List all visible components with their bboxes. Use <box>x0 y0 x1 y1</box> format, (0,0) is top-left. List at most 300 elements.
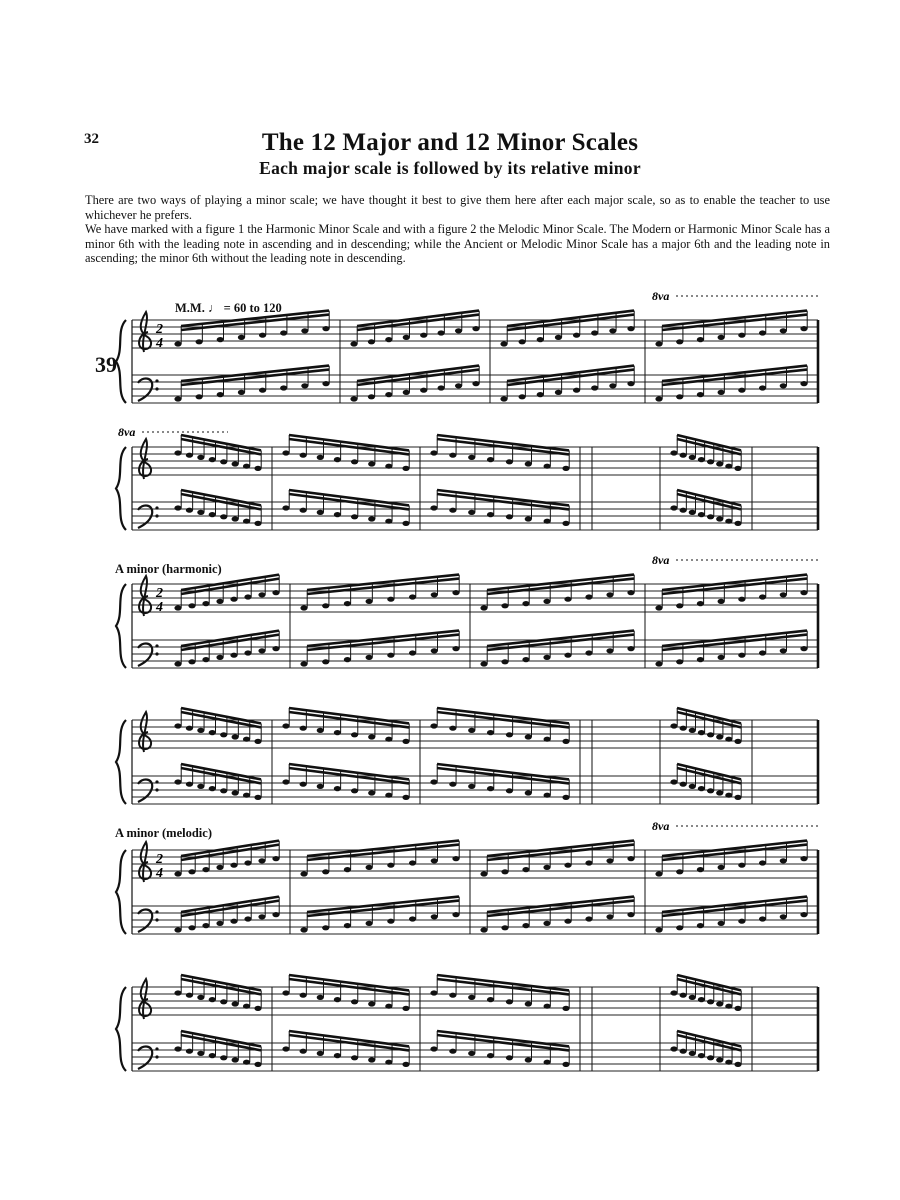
note-head <box>506 459 513 464</box>
note-head <box>455 328 462 333</box>
note-head <box>282 1046 289 1051</box>
note-head <box>759 594 766 599</box>
note-head <box>317 510 324 515</box>
note-head <box>525 516 532 521</box>
note-head <box>449 993 456 998</box>
note-head <box>216 599 223 604</box>
note-head <box>258 648 265 653</box>
note-head <box>759 330 766 335</box>
note-head <box>197 728 204 733</box>
note-head <box>680 782 687 787</box>
note-head <box>670 723 677 728</box>
treble-clef-icon <box>139 576 151 616</box>
note-head <box>680 453 687 458</box>
note-head <box>562 739 569 744</box>
note-head <box>718 599 725 604</box>
note-head <box>209 1053 216 1058</box>
note-head <box>243 519 250 524</box>
note-head <box>230 653 237 658</box>
beam <box>507 370 634 385</box>
beam <box>662 897 807 912</box>
note-head <box>387 919 394 924</box>
note-head <box>707 459 714 464</box>
note-head <box>562 1006 569 1011</box>
note-head <box>564 919 571 924</box>
note-head <box>718 655 725 660</box>
brace-icon <box>116 987 126 1071</box>
note-head <box>366 599 373 604</box>
note-head <box>344 657 351 662</box>
note-head <box>409 650 416 655</box>
note-head <box>564 863 571 868</box>
note-head <box>800 912 807 917</box>
beam <box>662 366 807 381</box>
beam <box>437 1031 569 1046</box>
note-head <box>525 461 532 466</box>
note-head <box>430 450 437 455</box>
note-head <box>402 521 409 526</box>
beam <box>487 635 634 650</box>
octave-mark: 8va <box>652 553 670 567</box>
note-head <box>232 516 239 521</box>
note-head <box>800 590 807 595</box>
note-head <box>366 921 373 926</box>
note-head <box>698 997 705 1002</box>
note-head <box>209 786 216 791</box>
note-head <box>254 1062 261 1067</box>
note-head <box>186 1049 193 1054</box>
note-head <box>689 784 696 789</box>
note-head <box>317 784 324 789</box>
bass-clef-dot <box>155 780 158 783</box>
note-head <box>655 661 662 666</box>
note-head <box>544 1060 551 1065</box>
note-head <box>174 341 181 346</box>
note-head <box>188 925 195 930</box>
beam <box>487 845 634 860</box>
note-head <box>322 381 329 386</box>
note-head <box>716 1001 723 1006</box>
time-signature-bottom: 4 <box>156 600 163 615</box>
note-head <box>780 858 787 863</box>
note-head <box>698 512 705 517</box>
note-head <box>216 865 223 870</box>
note-head <box>487 997 494 1002</box>
brace-icon <box>116 320 126 403</box>
note-head <box>780 592 787 597</box>
beam <box>662 635 807 650</box>
beam <box>507 311 634 326</box>
note-head <box>186 453 193 458</box>
note-head <box>544 1004 551 1009</box>
note-head <box>468 995 475 1000</box>
note-head <box>680 1049 687 1054</box>
note-head <box>725 793 732 798</box>
note-head <box>366 865 373 870</box>
note-head <box>300 782 307 787</box>
beam <box>289 1031 409 1046</box>
note-head <box>259 333 266 338</box>
note-head <box>698 1053 705 1058</box>
note-head <box>759 860 766 865</box>
note-head <box>196 394 203 399</box>
note-head <box>585 860 592 865</box>
note-head <box>525 1057 532 1062</box>
note-head <box>430 723 437 728</box>
note-head <box>452 590 459 595</box>
note-head <box>689 995 696 1000</box>
note-head <box>537 392 544 397</box>
note-head <box>351 732 358 737</box>
note-head <box>232 734 239 739</box>
beam <box>289 435 409 450</box>
note-head <box>543 599 550 604</box>
note-head <box>627 381 634 386</box>
note-head <box>676 925 683 930</box>
bass-clef-dot <box>155 652 158 655</box>
beam <box>289 708 409 723</box>
note-head <box>430 779 437 784</box>
note-head <box>738 863 745 868</box>
note-head <box>606 914 613 919</box>
note-head <box>282 505 289 510</box>
page-number: 32 <box>84 131 99 147</box>
note-head <box>322 659 329 664</box>
note-head <box>368 790 375 795</box>
note-head <box>780 328 787 333</box>
beam <box>437 490 569 505</box>
treble-clef-icon <box>139 712 151 752</box>
intro-paragraph-2: We have marked with a figure 1 the Harmonic Minor Scale and with a figure 2 the Melodic Minor Scale. The Modern or Harmonic Minor Scale has a minor 6th with the leading note in ascending and in descending; while the Ancient or Melodic Minor Scale has a major 6th and the leading note in ascending; the minor 6th without the leading note in descending. <box>85 222 830 265</box>
beam <box>181 635 279 650</box>
note-head <box>351 459 358 464</box>
note-head <box>409 860 416 865</box>
note-head <box>738 919 745 924</box>
note-head <box>209 512 216 517</box>
note-head <box>243 464 250 469</box>
bass-clef-dot <box>155 644 158 647</box>
note-head <box>272 590 279 595</box>
note-head <box>449 726 456 731</box>
note-head <box>258 858 265 863</box>
note-head <box>718 865 725 870</box>
note-head <box>174 505 181 510</box>
note-head <box>707 788 714 793</box>
bass-clef-dot <box>155 910 158 913</box>
note-head <box>186 726 193 731</box>
note-head <box>430 505 437 510</box>
note-head <box>697 923 704 928</box>
brace-icon <box>116 850 126 934</box>
note-head <box>300 1049 307 1054</box>
note-head <box>174 723 181 728</box>
note-head <box>501 659 508 664</box>
beam <box>507 315 634 330</box>
note-head <box>472 381 479 386</box>
note-head <box>716 1057 723 1062</box>
note-head <box>707 999 714 1004</box>
note-head <box>564 597 571 602</box>
note-head <box>368 461 375 466</box>
note-head <box>738 333 745 338</box>
note-head <box>174 396 181 401</box>
note-head <box>368 734 375 739</box>
note-head <box>734 1062 741 1067</box>
note-head <box>573 388 580 393</box>
note-head <box>385 519 392 524</box>
note-head <box>216 655 223 660</box>
note-head <box>280 330 287 335</box>
note-head <box>334 730 341 735</box>
note-head <box>232 1057 239 1062</box>
brace-icon <box>116 447 126 530</box>
note-head <box>385 1004 392 1009</box>
note-head <box>232 1001 239 1006</box>
note-head <box>452 856 459 861</box>
note-head <box>420 333 427 338</box>
beam <box>487 897 634 912</box>
note-head <box>220 514 227 519</box>
note-head <box>480 605 487 610</box>
beam <box>487 575 634 590</box>
note-head <box>680 508 687 513</box>
note-head <box>452 912 459 917</box>
brace-icon <box>116 720 126 804</box>
note-head <box>472 326 479 331</box>
note-head <box>506 788 513 793</box>
note-head <box>282 779 289 784</box>
note-head <box>609 383 616 388</box>
note-head <box>800 326 807 331</box>
note-head <box>254 1006 261 1011</box>
note-head <box>431 592 438 597</box>
note-head <box>676 339 683 344</box>
note-head <box>525 1001 532 1006</box>
note-head <box>707 1055 714 1060</box>
note-head <box>403 335 410 340</box>
beam <box>307 631 459 646</box>
note-head <box>186 782 193 787</box>
note-head <box>501 925 508 930</box>
note-head <box>351 514 358 519</box>
note-head <box>366 655 373 660</box>
note-head <box>800 856 807 861</box>
note-head <box>243 1060 250 1065</box>
note-head <box>244 916 251 921</box>
note-head <box>585 650 592 655</box>
note-head <box>698 730 705 735</box>
note-head <box>402 1006 409 1011</box>
bass-clef-dot <box>155 1047 158 1050</box>
note-head <box>680 726 687 731</box>
time-signature-top: 2 <box>156 322 163 337</box>
note-head <box>468 728 475 733</box>
note-head <box>670 1046 677 1051</box>
note-head <box>500 396 507 401</box>
note-head <box>506 1055 513 1060</box>
note-head <box>300 605 307 610</box>
bass-clef-dot <box>155 918 158 921</box>
time-signature-top: 2 <box>156 852 163 867</box>
beam <box>662 575 807 590</box>
treble-clef-icon <box>139 439 151 479</box>
note-head <box>209 997 216 1002</box>
note-head <box>334 1053 341 1058</box>
note-head <box>716 516 723 521</box>
note-head <box>431 648 438 653</box>
beam <box>487 579 634 594</box>
beam <box>307 845 459 860</box>
note-head <box>385 337 392 342</box>
note-head <box>718 335 725 340</box>
note-head <box>368 516 375 521</box>
note-head <box>480 871 487 876</box>
note-head <box>544 464 551 469</box>
note-head <box>759 916 766 921</box>
note-head <box>676 869 683 874</box>
note-head <box>449 453 456 458</box>
note-head <box>449 782 456 787</box>
note-head <box>543 865 550 870</box>
note-head <box>385 392 392 397</box>
note-head <box>402 1062 409 1067</box>
beam <box>357 311 479 326</box>
note-head <box>334 457 341 462</box>
note-head <box>780 648 787 653</box>
beam <box>181 901 279 916</box>
time-signature-bottom: 4 <box>156 336 163 351</box>
note-head <box>174 605 181 610</box>
note-head <box>689 510 696 515</box>
note-head <box>317 455 324 460</box>
note-head <box>174 990 181 995</box>
note-head <box>254 739 261 744</box>
note-head <box>591 385 598 390</box>
tempo-marking: M.M. ♩ = 60 to 120 <box>175 301 282 315</box>
bass-clef-dot <box>155 788 158 791</box>
note-head <box>734 739 741 744</box>
note-head <box>409 594 416 599</box>
note-head <box>322 603 329 608</box>
note-head <box>655 871 662 876</box>
note-head <box>220 459 227 464</box>
beam <box>437 435 569 450</box>
note-head <box>562 1062 569 1067</box>
note-head <box>655 927 662 932</box>
bass-clef-dot <box>155 1055 158 1058</box>
note-head <box>544 737 551 742</box>
note-head <box>506 514 513 519</box>
page-title: The 12 Major and 12 Minor Scales <box>261 129 639 156</box>
note-head <box>431 858 438 863</box>
note-head <box>585 916 592 921</box>
note-head <box>334 786 341 791</box>
page-subtitle: Each major scale is followed by its relative minor <box>259 158 641 178</box>
note-head <box>202 601 209 606</box>
beam <box>357 315 479 330</box>
note-head <box>430 990 437 995</box>
note-head <box>344 867 351 872</box>
beam <box>662 579 807 594</box>
note-head <box>322 326 329 331</box>
note-head <box>487 786 494 791</box>
time-signature-bottom: 4 <box>156 866 163 881</box>
brace-icon <box>116 584 126 668</box>
beam <box>437 764 569 779</box>
note-head <box>627 590 634 595</box>
note-head <box>501 603 508 608</box>
note-head <box>676 394 683 399</box>
beam <box>487 631 634 646</box>
note-head <box>480 661 487 666</box>
note-head <box>238 390 245 395</box>
octave-mark: 8va <box>118 425 136 439</box>
bass-clef-dot <box>155 514 158 517</box>
note-head <box>232 790 239 795</box>
note-head <box>716 790 723 795</box>
bass-clef-dot <box>155 379 158 382</box>
note-head <box>544 519 551 524</box>
note-head <box>197 995 204 1000</box>
note-head <box>216 921 223 926</box>
note-head <box>403 390 410 395</box>
note-head <box>174 871 181 876</box>
beam <box>307 635 459 650</box>
note-head <box>697 392 704 397</box>
beam <box>662 315 807 330</box>
note-head <box>197 455 204 460</box>
note-head <box>734 795 741 800</box>
note-head <box>197 784 204 789</box>
note-head <box>670 450 677 455</box>
note-head <box>186 508 193 513</box>
note-head <box>734 521 741 526</box>
note-head <box>430 1046 437 1051</box>
note-head <box>385 1060 392 1065</box>
note-head <box>627 912 634 917</box>
treble-clef-icon <box>139 842 151 882</box>
beam <box>289 490 409 505</box>
note-head <box>254 466 261 471</box>
note-head <box>738 653 745 658</box>
note-head <box>300 726 307 731</box>
beam <box>181 897 279 912</box>
note-head <box>387 597 394 602</box>
note-head <box>680 993 687 998</box>
note-head <box>202 657 209 662</box>
note-head <box>351 1055 358 1060</box>
note-head <box>351 788 358 793</box>
note-head <box>300 508 307 513</box>
note-head <box>209 457 216 462</box>
note-head <box>506 999 513 1004</box>
note-head <box>368 339 375 344</box>
note-head <box>759 650 766 655</box>
note-head <box>258 914 265 919</box>
note-head <box>627 856 634 861</box>
note-head <box>455 383 462 388</box>
treble-clef-icon <box>139 979 151 1019</box>
note-head <box>280 385 287 390</box>
note-head <box>655 396 662 401</box>
beam <box>289 764 409 779</box>
note-head <box>350 341 357 346</box>
note-head <box>409 916 416 921</box>
note-head <box>220 788 227 793</box>
note-head <box>519 394 526 399</box>
note-head <box>468 455 475 460</box>
section-label-a-minor-melodic: A minor (melodic) <box>115 826 212 840</box>
